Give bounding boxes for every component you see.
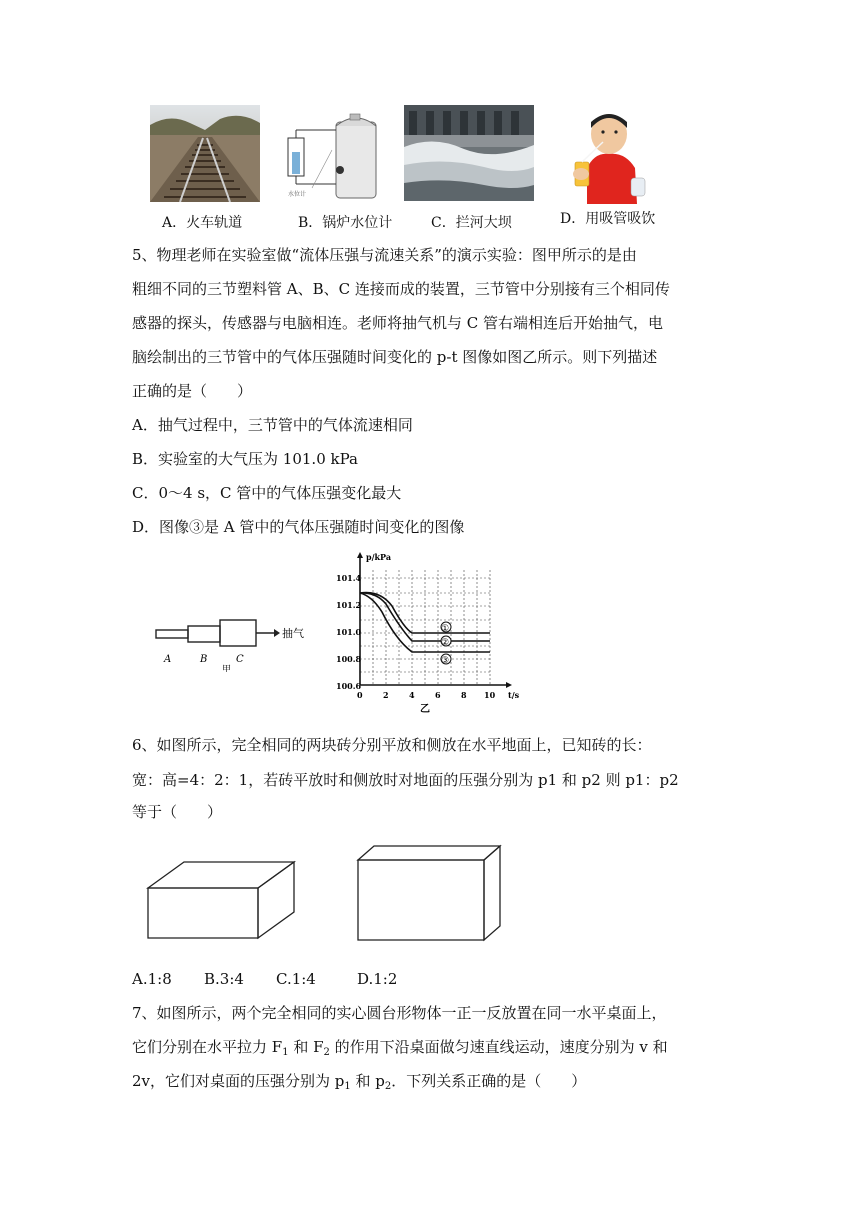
- q5-option-a: A．抽气过程中，三节管中的气体流速相同: [132, 416, 413, 434]
- curve-label-2: ②: [441, 638, 450, 648]
- q6-option-a: A.1:8: [132, 970, 172, 988]
- q7-text: 它们分别在水平拉力 F: [132, 1038, 283, 1056]
- caption-c: C．拦河大坝: [431, 215, 512, 231]
- q5-line-2: 粗细不同的三节塑料管 A、B、C 连接而成的装置，三节管中分别接有三个相同传: [132, 280, 670, 298]
- q7-text: ．下列关系正确的是（ ）: [391, 1072, 587, 1090]
- q6-line-2: 宽：高=4：2：1，若砖平放时和侧放时对地面的压强分别为 p1 和 p2 则 p1：p2: [132, 771, 679, 789]
- apparatus-label-a: A: [164, 654, 172, 665]
- graph-xtick: 10: [484, 690, 496, 700]
- railway-track-image: [150, 105, 260, 202]
- graph-ytick: 100.8: [336, 654, 362, 664]
- q7-line-2: [132, 1037, 732, 1063]
- q6-line-3: 等于（ ）: [132, 803, 223, 821]
- apparatus-arrow-label: 抽气: [282, 627, 304, 640]
- apparatus-label-b: B: [200, 654, 208, 665]
- graph-ytick: 100.6: [336, 681, 362, 691]
- q5-option-c: C．0～4 s，C 管中的气体压强变化最大: [132, 484, 402, 502]
- graph-ylabel: p/kPa: [366, 552, 392, 562]
- graph-ytick: 101.4: [336, 573, 362, 583]
- subscript: 1: [344, 1081, 351, 1092]
- q7-text: 和 F: [288, 1038, 324, 1056]
- q7-text: 的作用下沿桌面做匀速直线运动，速度分别为 v 和: [329, 1038, 668, 1056]
- q6-option-d: D.1:2: [357, 970, 398, 988]
- graph-xtick: 8: [461, 690, 467, 700]
- q7-line-3: [132, 1071, 732, 1097]
- pipe-apparatus-diagram: [150, 610, 320, 672]
- pressure-time-graph: [330, 548, 530, 716]
- q6-option-b: B.3:4: [204, 970, 244, 988]
- q7-line-1: 7、如图所示，两个完全相同的实心圆台形物体一正一反放置在同一水平桌面上，: [132, 1004, 667, 1022]
- apparatus-fig-label: 甲: [222, 665, 232, 672]
- subscript: 1: [282, 1047, 289, 1058]
- q5-option-b: B．实验室的大气压为 101.0 kPa: [132, 450, 358, 468]
- graph-xtick: 4: [409, 690, 415, 700]
- dam-image: [404, 105, 534, 201]
- q5-line-5: 正确的是（ ）: [132, 382, 253, 400]
- graph-fig-label: 乙: [420, 704, 430, 715]
- curve-label-1: ①: [441, 624, 450, 634]
- graph-xtick: 6: [435, 690, 441, 700]
- graph-xlabel: t/s: [508, 690, 520, 700]
- q5-line-3: 感器的探头，传感器与电脑相连。老师将抽气机与 C 管右端相连后开始抽气，电: [132, 314, 664, 332]
- q5-option-d: D．图像③是 A 管中的气体压强随时间变化的图像: [132, 518, 465, 536]
- caption-b: B．锅炉水位计: [298, 215, 393, 231]
- q6-option-c: C.1:4: [276, 970, 316, 988]
- graph-xtick: 2: [383, 690, 389, 700]
- subscript: 2: [323, 1047, 330, 1058]
- boiler-water-gauge-image: [282, 110, 382, 202]
- q5-line-1: 5、物理老师在实验室做“流体压强与流速关系”的演示实验：图甲所示的是由: [132, 246, 637, 264]
- bricks-diagram: [140, 838, 510, 944]
- caption-d: D．用吸管吸饮: [560, 211, 656, 227]
- curve-label-3: ③: [441, 656, 450, 666]
- graph-ytick: 101.0: [336, 627, 362, 637]
- subscript: 2: [384, 1081, 392, 1092]
- q7-text: 和 p: [350, 1072, 385, 1090]
- child-drinking-straw-image: [565, 108, 651, 204]
- boiler-gauge-label: 水位计: [288, 191, 307, 198]
- q6-line-1: 6、如图所示，完全相同的两块砖分别平放和侧放在水平地面上，已知砖的长：: [132, 736, 652, 754]
- apparatus-label-c: C: [236, 654, 244, 665]
- graph-xtick: 0: [357, 690, 363, 700]
- q5-line-4: 脑绘制出的三节管中的气体压强随时间变化的 p-t 图像如图乙所示。则下列描述: [132, 348, 658, 366]
- q7-text: 2v，它们对桌面的压强分别为 p: [132, 1072, 345, 1090]
- graph-ytick: 101.2: [336, 600, 362, 610]
- caption-a: A．火车轨道: [162, 215, 243, 231]
